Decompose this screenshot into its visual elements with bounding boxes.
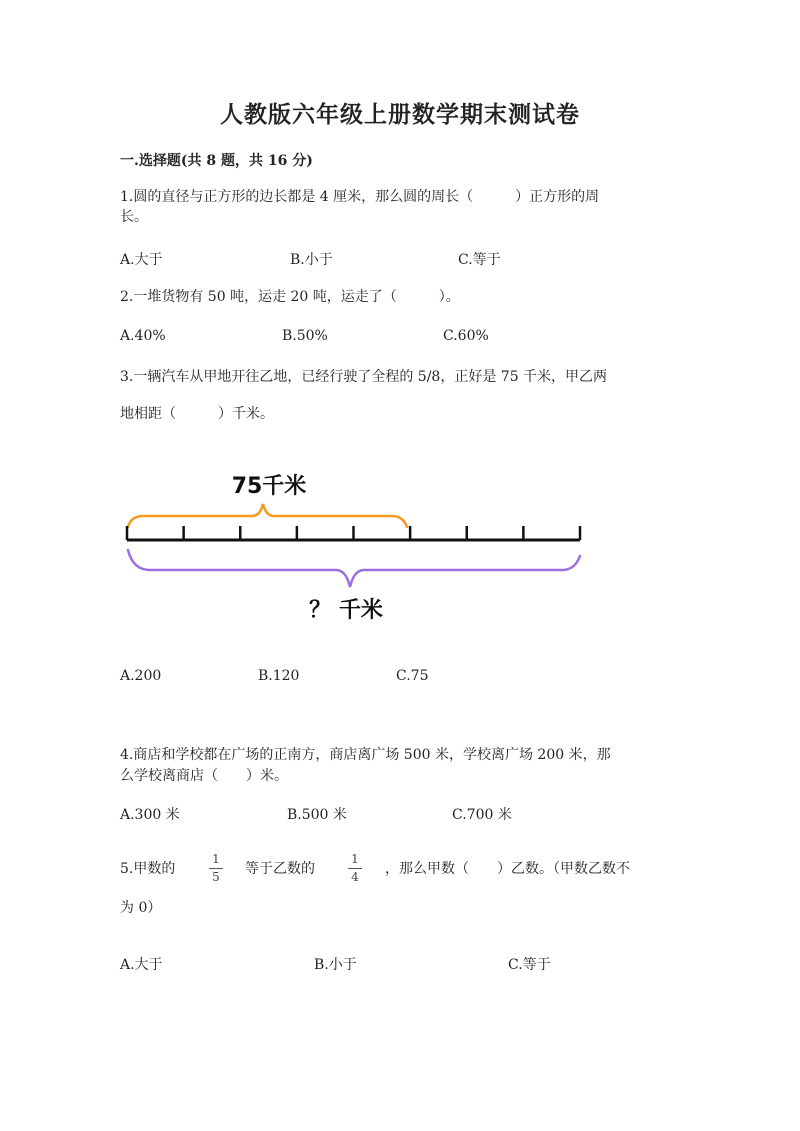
question-1-option-a: A.大于 <box>120 252 163 268</box>
question-3-line-2: 地相距（ ）千米。 <box>120 406 274 422</box>
question-4-option-b: B.500 米 <box>287 807 347 823</box>
question-3-line-1: 3.一辆汽车从甲地开往乙地，已经行驶了全程的 5/8，正好是 75 千米，甲乙两 <box>120 369 608 385</box>
fraction-denominator: 5 <box>212 870 220 884</box>
fraction-numerator: 1 <box>351 852 359 866</box>
question-2-option-b: B.50% <box>282 328 328 344</box>
question-1-option-b: B.小于 <box>290 252 333 268</box>
top-distance-label: 75千米 <box>231 474 307 499</box>
question-3-option-c: C.75 <box>396 668 429 684</box>
fraction-numerator: 1 <box>212 852 220 866</box>
question-5-option-b: B.小于 <box>314 957 357 973</box>
known-distance-brace <box>128 504 407 527</box>
question-1-line-2: 长。 <box>120 209 148 225</box>
bottom-distance-label: ？ 千米 <box>309 598 383 623</box>
question-5-text-part-1: 5.甲数的 <box>120 861 176 877</box>
total-distance-brace <box>128 550 580 587</box>
question-5-option-a: A.大于 <box>120 957 163 973</box>
question-5-text-part-2: 等于乙数的 <box>245 861 315 877</box>
question-4-line-2: 么学校离商店（ ）米。 <box>120 768 288 784</box>
question-1-line-1: 1.圆的直径与正方形的边长都是 4 厘米，那么圆的周长（ ）正方形的周 <box>120 189 600 205</box>
question-1-option-c: C.等于 <box>458 252 501 268</box>
page-title: 人教版六年级上册数学期末测试卷 <box>220 101 580 128</box>
question-5-line-2: 为 0） <box>120 900 162 916</box>
question-2-option-c: C.60% <box>443 328 489 344</box>
question-4-option-a: A.300 米 <box>120 807 180 823</box>
question-3-option-b: B.120 <box>258 668 300 684</box>
fraction-one-fifth <box>209 852 223 885</box>
distance-line-diagram <box>0 460 800 630</box>
question-4-line-1: 4.商店和学校都在广场的正南方，商店离广场 500 米，学校离广场 200 米，那 <box>120 747 611 763</box>
question-5-option-c: C.等于 <box>508 957 551 973</box>
question-3-option-a: A.200 <box>120 668 162 684</box>
section-heading: 一.选择题(共 8 题，共 16 分) <box>120 153 313 169</box>
number-line <box>127 526 580 540</box>
question-4-option-c: C.700 米 <box>452 807 512 823</box>
fraction-one-quarter <box>348 852 362 885</box>
fraction-denominator: 4 <box>351 870 359 884</box>
question-2-option-a: A.40% <box>120 328 166 344</box>
question-2-line-1: 2.一堆货物有 50 吨，运走 20 吨，运走了（ ）。 <box>120 289 460 305</box>
question-5-text-part-3: ，那么甲数（ ）乙数。（甲数乙数不 <box>385 861 630 877</box>
